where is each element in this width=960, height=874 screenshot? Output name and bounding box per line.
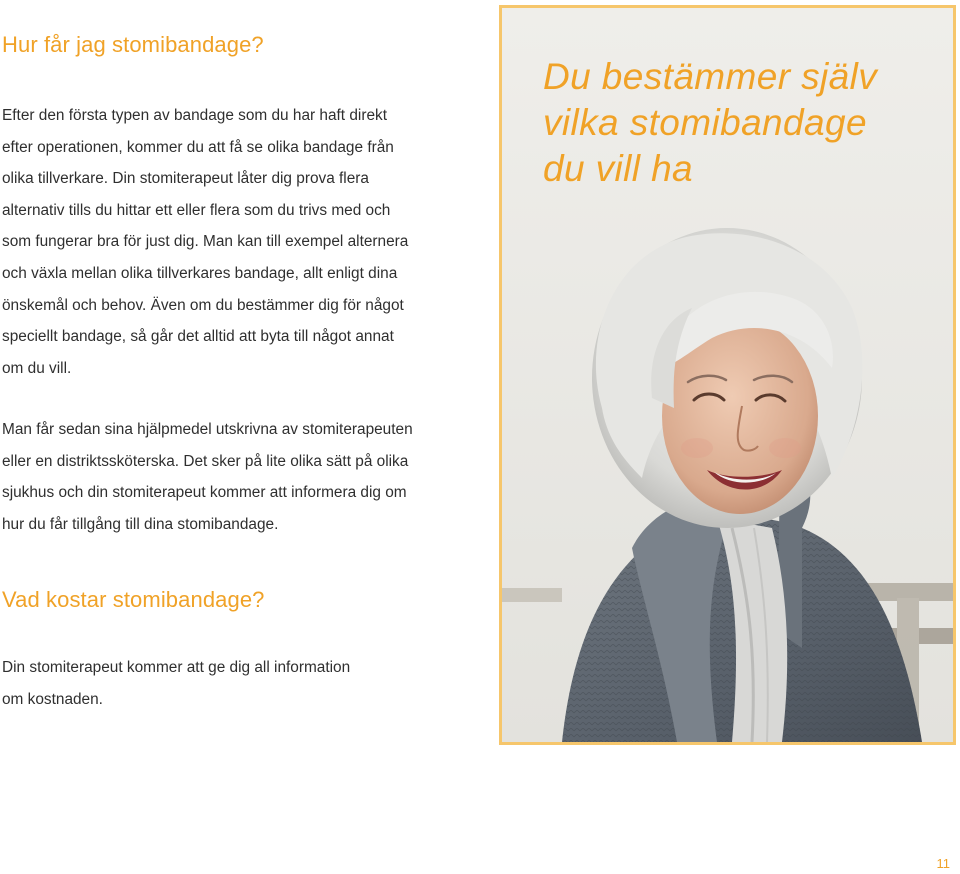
text-line: sjukhus och din stomiterapeut kommer att informera dig om — [2, 484, 407, 501]
text-line: om du vill. — [2, 359, 72, 377]
section-heading-how: Hur får jag stomibandage? — [2, 32, 264, 57]
paragraph-cost — [2, 652, 350, 716]
text-line: eller en distriktssköterska. Det sker på lite olika sätt på olika — [2, 452, 409, 470]
section-heading-cost: Vad kostar stomibandage? — [2, 587, 265, 612]
photo-quote — [543, 54, 877, 192]
text-line: om kostnaden. — [2, 691, 103, 708]
text-line: hur du får tillgång till dina stomibandage. — [2, 515, 279, 533]
text-line: alternativ tills du hittar ett eller flera som du trivs med och — [2, 201, 391, 219]
text-line: och växla mellan olika tillverkares bandage, allt enligt dina — [2, 264, 398, 282]
paragraph-how-prescription — [2, 414, 413, 540]
text-line: som fungerar bra för just dig. Man kan till exempel alternera — [2, 233, 409, 251]
page-number: 11 — [936, 856, 950, 871]
text-line: Din stomiterapeut kommer att ge dig all information — [2, 659, 351, 676]
text-line: önskemål och behov. Även om du bestämmer dig för något — [2, 296, 404, 314]
text-line: Man får sedan sina hjälpmedel utskrivna av stomiterapeuten — [2, 421, 413, 438]
photo-panel — [499, 5, 956, 745]
text-line: speciellt bandage, så går det alltid att byta till något annat — [2, 328, 394, 346]
text-line: olika tillverkare. Din stomiterapeut låter dig prova flera — [2, 170, 369, 188]
text-line: Efter den första typen av bandage som du har haft direkt — [2, 107, 387, 124]
quote-line: vilka stomibandage — [543, 102, 867, 143]
quote-line: Du bestämmer själv — [543, 56, 878, 97]
text-line: efter operationen, kommer du att få se olika bandage från — [2, 138, 394, 156]
paragraph-how-intro — [2, 100, 408, 384]
quote-line: du vill ha — [543, 148, 694, 189]
